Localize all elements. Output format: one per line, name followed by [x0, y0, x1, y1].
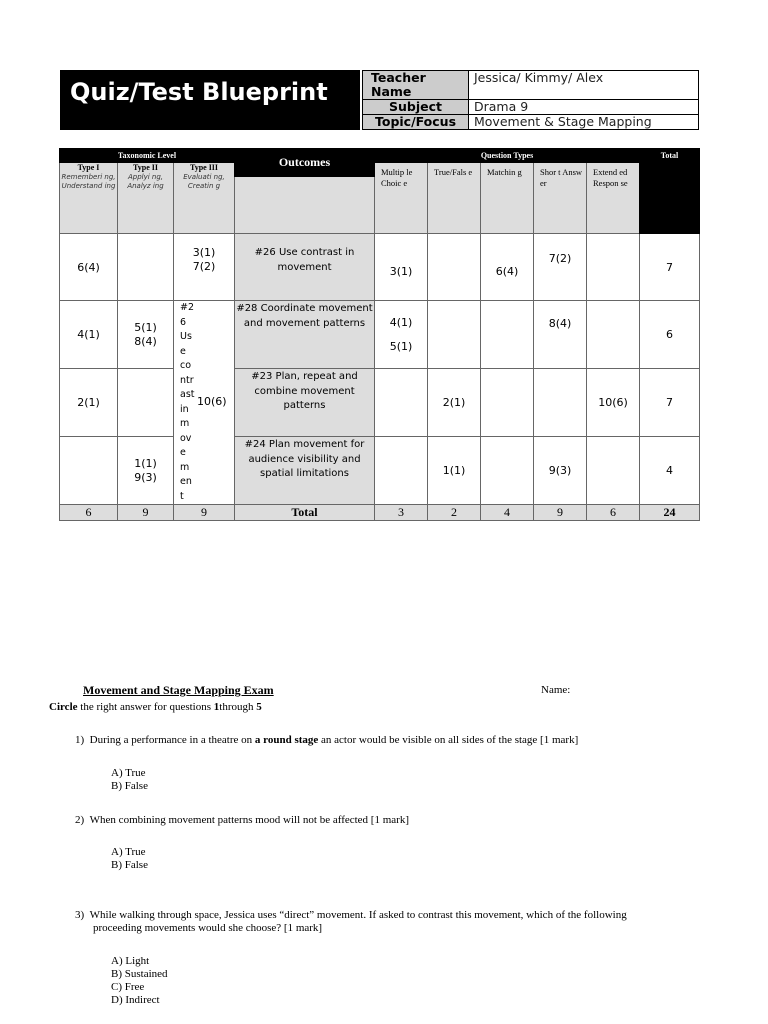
cell-type1	[60, 437, 118, 505]
cell-type3-value: 3(1)	[192, 246, 216, 259]
cell-total: 7	[640, 369, 700, 437]
question-2	[75, 814, 695, 827]
cell-type2	[118, 437, 174, 505]
cell-type2-value: 1(1)	[134, 456, 157, 470]
qtype-true-false: True/Fals e	[428, 163, 481, 234]
cell-type2-value: 5(1)	[134, 320, 157, 334]
cell-er: 10(6)	[587, 369, 640, 437]
total-type2: 9	[118, 505, 174, 521]
q2-number: 2)	[75, 814, 85, 826]
cell-mc	[375, 301, 428, 369]
q2-text: When combining movement patterns mood will not be affected [1 mark]	[89, 814, 409, 826]
grand-total: 24	[640, 505, 700, 521]
cell-tf: 1(1)	[428, 437, 481, 505]
type-1-header	[60, 163, 118, 234]
cell-matching	[481, 437, 534, 505]
exam-title: Movement and Stage Mapping Exam	[83, 683, 274, 697]
type-3-name: Type III	[189, 163, 219, 172]
cell-type3-value: 7(2)	[192, 260, 216, 273]
cell-mc-value: 4(1)	[389, 315, 413, 329]
outcome-cell: #28 Coordinate movement and movement patterns	[235, 301, 375, 369]
cell-mc-value: 5(1)	[389, 339, 413, 353]
q3-option-a[interactable]: A) Light	[111, 955, 150, 967]
table-row	[60, 234, 700, 301]
total-header: Total	[640, 149, 700, 234]
cell-sa: 8(4)	[534, 301, 587, 369]
outcome-cell: #26 Use contrast in movement	[235, 234, 375, 301]
cell-tf: 2(1)	[428, 369, 481, 437]
q3-option-d[interactable]: D) Indirect	[111, 994, 160, 1006]
blueprint-title-box	[60, 70, 360, 130]
type-3-header	[174, 163, 235, 234]
cell-matching	[481, 369, 534, 437]
exam-instructions	[49, 701, 262, 714]
subject-label: Subject	[363, 100, 469, 115]
q1-option-b[interactable]: B) False	[111, 780, 148, 792]
name-label: Name:	[541, 684, 571, 696]
q1-text-a: During a performance in a theatre on	[89, 734, 255, 746]
cell-type2	[118, 234, 174, 301]
cell-mc	[375, 369, 428, 437]
outcomes-header: Outcomes	[235, 149, 375, 177]
cell-matching: 6(4)	[481, 234, 534, 301]
topic-value: Movement & Stage Mapping	[469, 115, 699, 130]
taxonomic-level-header: Taxonomic Level	[60, 149, 235, 163]
table-row	[60, 369, 700, 437]
cell-type2-value: 8(4)	[134, 334, 157, 348]
total-er: 6	[587, 505, 640, 521]
table-row	[60, 301, 700, 369]
outcome-cell: #24 Plan movement for audience visibility and spatial limitations	[235, 437, 375, 505]
cell-type3-outcome-text: #2 6 Us e co ntr ast in m ov em en t	[180, 302, 195, 502]
cell-type2	[118, 301, 174, 369]
cell-tf	[428, 301, 481, 369]
instr-bold: Circle	[49, 701, 78, 713]
qtype-short-answer: Shor t Answ er	[534, 163, 587, 234]
table-row	[60, 437, 700, 505]
instr-text: the right answer for questions	[77, 701, 214, 713]
teacher-value: Jessica/ Kimmy/ Alex	[469, 71, 699, 100]
question-3	[75, 909, 695, 922]
blueprint-title: Quiz/Test Blueprint	[70, 78, 328, 106]
cell-er	[587, 437, 640, 505]
q1-number: 1)	[75, 734, 85, 746]
total-sa: 9	[534, 505, 587, 521]
qtype-multiple-choice: Multip le Choic e	[375, 163, 428, 234]
type-3-desc: Evaluati ng, Creatin g	[183, 173, 225, 190]
cell-type1: 2(1)	[60, 369, 118, 437]
qtype-extended-response: Extend ed Respon se	[587, 163, 640, 234]
total-type1: 6	[60, 505, 118, 521]
outcome-cell: #23 Plan, repeat and combine movement patterns	[235, 369, 375, 437]
total-matching: 4	[481, 505, 534, 521]
q3-text-line2: proceeding movements would she choose? [1 mark]	[93, 922, 323, 934]
blueprint-table	[59, 148, 700, 521]
cell-total: 7	[640, 234, 700, 301]
subject-value: Drama 9	[469, 100, 699, 115]
topic-label: Topic/Focus	[363, 115, 469, 130]
q3-option-b[interactable]: B) Sustained	[111, 968, 168, 980]
q1-bold: a round stage	[254, 734, 319, 746]
cell-tf	[428, 234, 481, 301]
instr-num-2: 5	[256, 701, 262, 713]
cell-type3-wrapped	[174, 301, 235, 505]
teacher-label: Teacher Name	[363, 71, 469, 100]
cell-type1: 6(4)	[60, 234, 118, 301]
q3-number: 3)	[75, 909, 85, 921]
type-2-header	[118, 163, 174, 234]
cell-sa: 7(2)	[534, 234, 587, 301]
cell-sa: 9(3)	[534, 437, 587, 505]
header-info-table	[362, 70, 699, 130]
q2-option-b[interactable]: B) False	[111, 859, 148, 871]
q2-option-a[interactable]: A) True	[111, 846, 146, 858]
q3-option-c[interactable]: C) Free	[111, 981, 145, 993]
type-2-desc: Applyi ng, Analyz ing	[127, 173, 164, 190]
cell-type2	[118, 369, 174, 437]
cell-er	[587, 301, 640, 369]
question-1	[75, 734, 695, 747]
cell-total: 4	[640, 437, 700, 505]
total-type3: 9	[174, 505, 235, 521]
instr-num-1: 1	[213, 701, 220, 713]
q1-option-a[interactable]: A) True	[111, 767, 146, 779]
cell-total: 6	[640, 301, 700, 369]
type-1-name: Type I	[77, 163, 100, 172]
question-types-header: Question Types	[375, 149, 640, 163]
cell-mc	[375, 437, 428, 505]
cell-sa	[534, 369, 587, 437]
cell-matching	[481, 301, 534, 369]
qtype-matching: Matchin g	[481, 163, 534, 234]
cell-type3	[174, 234, 235, 301]
cell-er	[587, 234, 640, 301]
cell-type2-value: 9(3)	[134, 470, 157, 484]
cell-type1: 4(1)	[60, 301, 118, 369]
q3-text-line1: While walking through space, Jessica uses “direct” movement. If asked to contrast this movement, which of the following	[89, 909, 627, 921]
total-tf: 2	[428, 505, 481, 521]
cell-type3-value: 10(6)	[197, 395, 227, 409]
total-label: Total	[235, 505, 375, 521]
total-mc: 3	[375, 505, 428, 521]
instr-through: through	[219, 701, 257, 713]
type-2-name: Type II	[133, 163, 158, 172]
cell-mc: 3(1)	[375, 234, 428, 301]
type-1-desc: Rememberi ng, Understand ing	[61, 173, 116, 190]
outcomes-header-spacer	[235, 177, 375, 234]
totals-row	[60, 505, 700, 521]
q1-text-b: an actor would be visible on all sides of the stage [1 mark]	[318, 734, 579, 746]
